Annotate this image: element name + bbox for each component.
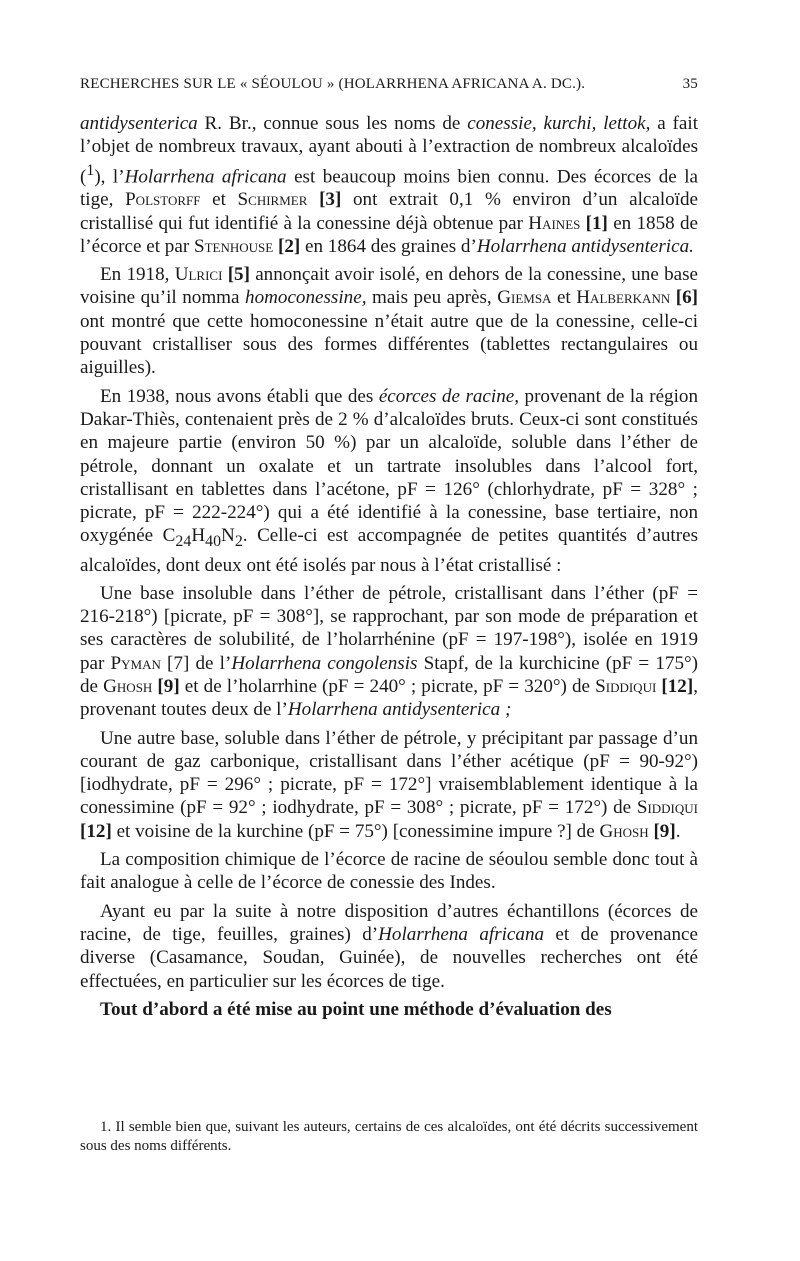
reference-number: [12]: [661, 676, 694, 697]
text-run: N: [221, 525, 235, 547]
text-run: Holarrhena congolensis: [231, 652, 418, 674]
author-name: Ulrici: [174, 264, 223, 286]
text-run: et voisine de la kurchine (pF = 75°) [conessimine impure ?] de: [111, 820, 600, 842]
reference-number: [1]: [585, 212, 608, 234]
paragraph-4: [80, 582, 698, 722]
reference-number: [3]: [319, 189, 342, 211]
text-run: est beaucoup moins bien connu. Des écorces de la tige,: [80, 165, 698, 211]
text-run: H: [191, 525, 206, 547]
text-run: conessie, kurchi, lettok,: [467, 113, 651, 134]
text-run: La composition chimique de l’écorce de racine de séoulou semble donc tout à fait analogue à celle de l’écorce de conessie des Indes.: [80, 849, 698, 894]
paragraph-2: [80, 263, 698, 379]
author-name: Ghosh: [103, 676, 153, 697]
author-name: Giemsa: [497, 287, 552, 309]
author-name: Siddiqui: [636, 797, 698, 819]
text-run: Holarrhena africana: [124, 165, 287, 187]
text-run: 40: [205, 533, 222, 551]
footnote-text: 1. Il semble bien que, suivant les auteurs, certains de ces alcaloïdes, ont été décrits successivement sous des noms différents.: [80, 1119, 698, 1154]
text-run: ), l’: [94, 165, 125, 187]
author-name: Ghosh: [599, 820, 649, 842]
running-title: RECHERCHES SUR LE « SÉOULOU » (HOLARRHENA AFRICANA A. DC.).: [80, 76, 586, 92]
author-name: Siddiqui: [595, 676, 657, 697]
text-run: En 1918,: [100, 264, 175, 286]
page-number: 35: [682, 76, 698, 92]
text-run: Stapf, de la kurchicine (pF = 175°) de: [80, 652, 698, 697]
paragraph-5: [80, 727, 698, 843]
text-run: mais peu après,: [366, 287, 498, 309]
text-run: .: [675, 820, 681, 842]
paragraph-6: [80, 848, 698, 895]
reference-number: [9]: [653, 820, 676, 842]
text-run: et: [551, 287, 577, 309]
text-run: 24: [175, 533, 192, 551]
text-run: . Celle-ci est accompagnée de petites quantités d’autres alcaloïdes, dont deux ont été isolés par nous à l’état cristallisé :: [80, 525, 699, 576]
reference-number: [5]: [227, 264, 250, 286]
text-run: et de provenance diverse (Casamance, Soudan, Guinée), de nouvelles recherches ont été effectuées, en particulier sur les écorces de tige.: [80, 923, 698, 992]
text-run: Tout d’abord a été mise au point une méthode d’évaluation des: [100, 998, 612, 1020]
text-run: et: [200, 189, 238, 211]
text-run: homoconessine,: [245, 287, 367, 309]
text-run: En 1938, nous avons établi que des: [100, 385, 379, 407]
text-run: a fait l’objet de nombreux travaux, ayant abouti à l’extraction de nombreux alcaloïdes (: [80, 113, 699, 187]
paragraph-3: [80, 385, 698, 577]
reference-number: [2]: [277, 235, 301, 257]
reference-number: [12]: [80, 820, 112, 842]
paragraph-8: [80, 998, 698, 1021]
text-run: en 1858 de l’écorce et par: [80, 212, 698, 257]
text-run: Une base insoluble dans l’éther de pétrole, cristallisant dans l’éther (pF = 216-218°) [picrate, pF = 308°], se rapprochant, par son mode de préparation et ses caractères de solubilité, de l’holarrhénine (pF = 197-198°), isolée en 1919 par: [80, 582, 698, 674]
author-name: Polstorff: [125, 189, 201, 211]
reference-number: [6]: [675, 287, 699, 309]
text-run: [307, 189, 319, 210]
text-run: provenant de la région Dakar-Thiès, contenaient près de 2 % d’alcaloïdes bruts. Ceux-ci sont constitués en majeure partie (environ 50 %) par un alcaloïde, soluble dans l’éther de pétrole, donnant un oxalate et un tartrate insolubles dans l’alcool fort, cristallisant en tablettes dans l’acétone, pF = 126° (chlorhydrate, pF = 328° ; picrate, pF = 222-224°) qui a été identifié à la conessine, base tertiaire, non oxygénée C: [80, 385, 698, 547]
text-run: annonçait avoir isolé, en dehors de la conessine, une base voisine qu’il nomma: [80, 264, 699, 309]
text-run: R. Br., connue sous les noms de: [197, 113, 468, 134]
reference-number: [9]: [157, 676, 180, 697]
text-run: , provenant toutes deux de l’: [80, 676, 698, 721]
paragraph-1: [80, 112, 698, 258]
text-run: 1: [86, 161, 95, 179]
text-run: ont extrait 0,1 % environ d’un alcaloïde cristallisé qui fut identifié à la conessine déjà obtenue par: [80, 189, 699, 234]
running-header: [80, 76, 698, 93]
text-run: écorces de racine,: [378, 385, 520, 407]
text-run: Ayant eu par la suite à notre disposition d’autres échantillons (écorces de racine, de tige, feuilles, graines) d’: [80, 900, 698, 945]
text-run: antidysenterica: [80, 113, 198, 134]
author-name: Schirmer: [237, 189, 308, 211]
body-text: [80, 112, 698, 1026]
text-run: et de l’holarrhine (pF = 240° ; picrate, pF = 320°) de: [179, 676, 596, 697]
text-run: Une autre base, soluble dans l’éther de pétrole, y précipitant par passage d’un courant de gaz carbonique, cristallisant dans l’éther acétique (pF = 90-92°) [iodhydrate, pF = 296° ; picrate, pF = 172°] vraisemblablement identique à la conessimine (pF = 92° ; iodhydrate, pF = 308° ; picrate, pF = 172°) de: [80, 727, 698, 819]
author-name: Haines: [528, 212, 581, 234]
text-run: en 1864 des graines d’: [300, 235, 477, 257]
text-run: [7] de l’: [160, 652, 232, 674]
text-run: ont montré que cette homoconessine n’était autre que de la conessine, celle-ci pouvant cristalliser sous des formes différentes (tablettes rectangulaires ou aiguilles).: [80, 310, 698, 379]
paragraph-7: [80, 900, 698, 993]
author-name: Halberkann: [576, 287, 671, 309]
footnote: [80, 1118, 698, 1156]
text-run: 2: [234, 533, 243, 551]
text-run: Holarrhena antidysenterica ;: [287, 699, 512, 721]
text-run: Holarrhena africana: [378, 923, 545, 945]
text-run: Holarrhena antidysenterica.: [476, 235, 694, 257]
author-name: Pyman: [110, 652, 161, 674]
author-name: Stenhouse: [193, 235, 274, 257]
